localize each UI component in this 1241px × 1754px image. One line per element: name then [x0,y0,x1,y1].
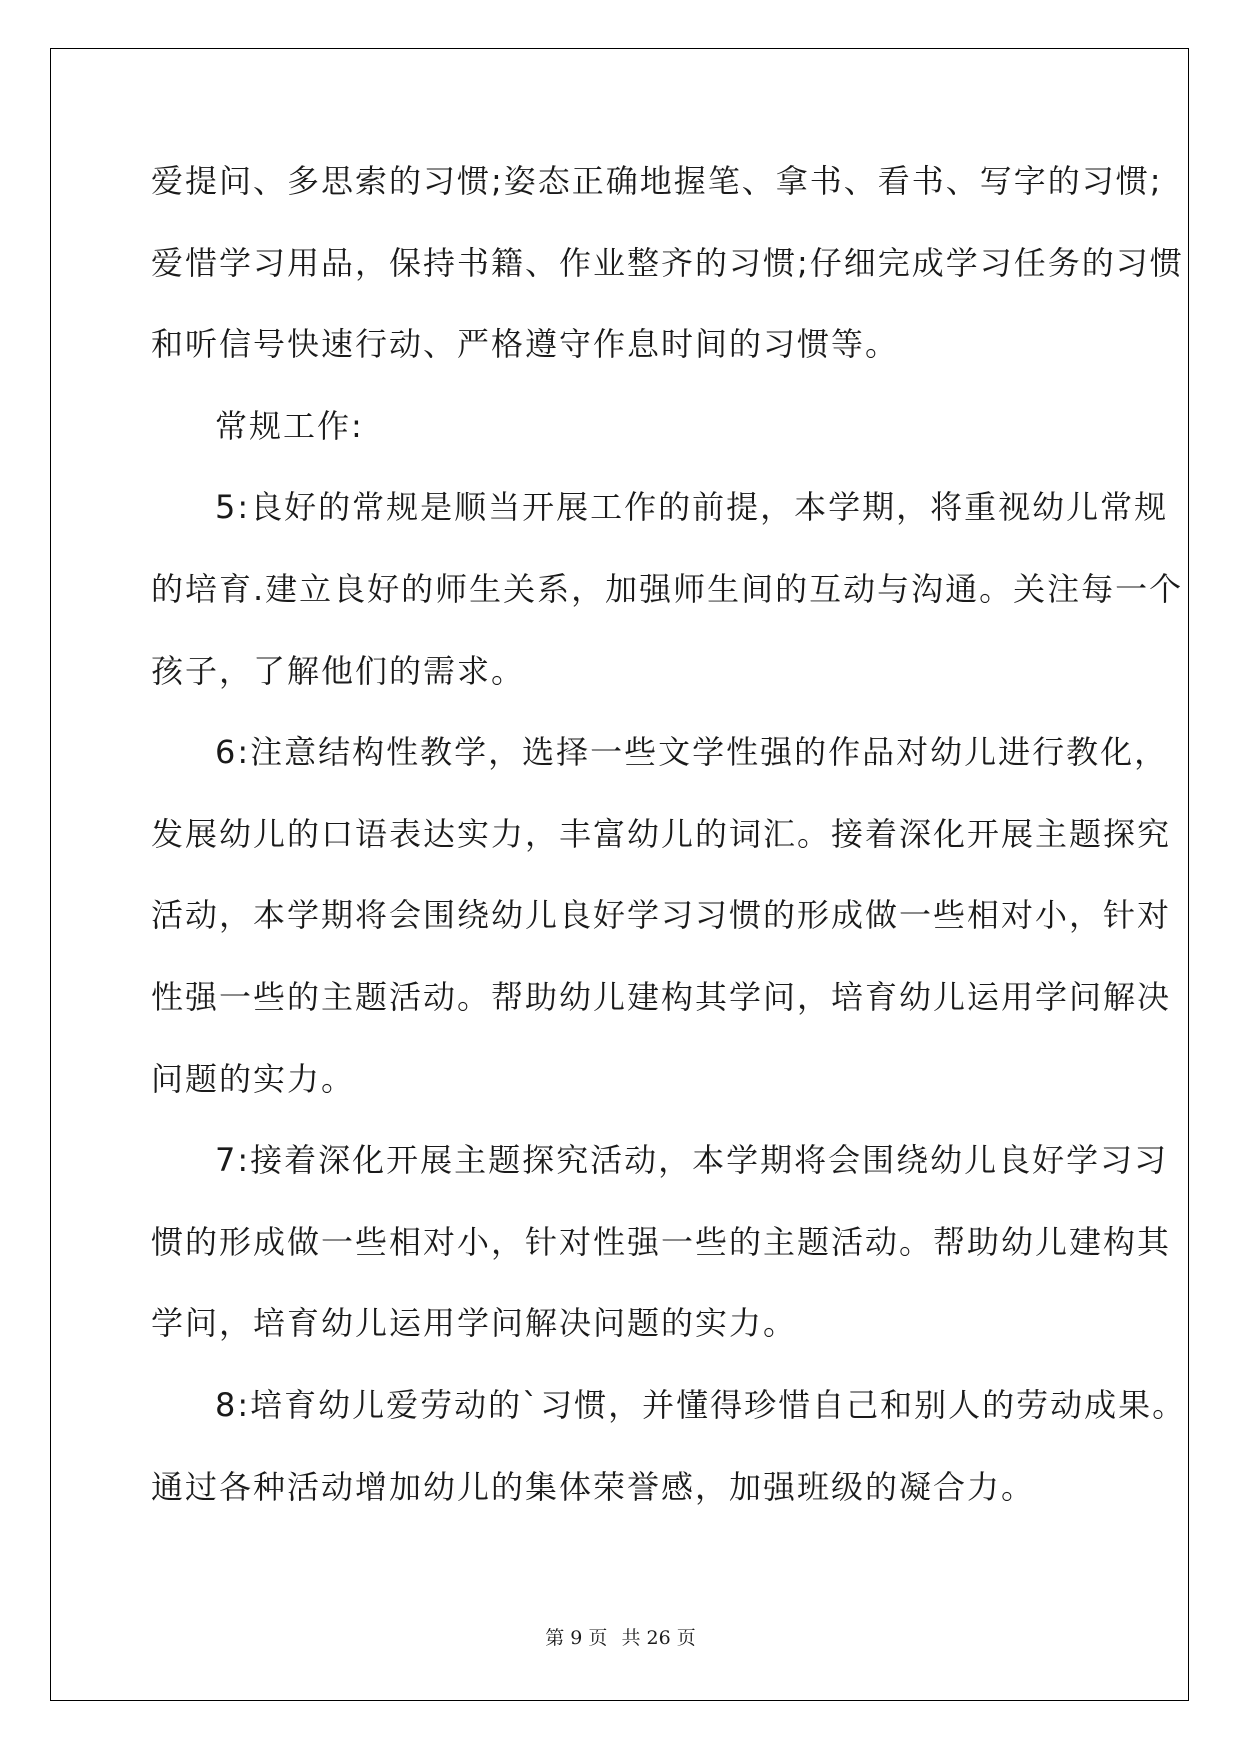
text-line: 8:培育幼儿爱劳动的`习惯，并懂得珍惜自己和别人的劳动成果。 [215,1385,1187,1424]
text-line: 和听信号快速行动、严格遵守作息时间的习惯等。 [151,325,900,364]
text-line: 的培育.建立良好的师生关系，加强师生间的互动与沟通。关注每一个 [151,569,1184,608]
text-line: 孩子，了解他们的需求。 [151,651,526,690]
text-line: 学问，培育幼儿运用学问解决问题的实力。 [151,1304,798,1343]
section-heading: 常规工作: [215,406,364,445]
page-total: 共 26 页 [621,1627,696,1649]
text-line: 爱提问、多思索的习惯;姿态正确地握笔、拿书、看书、写字的习惯; [151,162,1163,200]
page-number: 第 9 页 [545,1627,608,1649]
text-line: 活动，本学期将会围绕幼儿良好学习习惯的形成做一些相对小，针对 [151,896,1172,935]
text-line: 7:接着深化开展主题探究活动，本学期将会围绕幼儿良好学习习 [215,1141,1169,1180]
text-line: 问题的实力。 [151,1059,356,1098]
page-footer [0,1626,1241,1650]
text-line: 通过各种活动增加幼儿的集体荣誉感，加强班级的凝合力。 [151,1467,1036,1506]
text-line: 惯的形成做一些相对小，针对性强一些的主题活动。帮助幼儿建构其 [151,1222,1172,1261]
text-line: 爱惜学习用品，保持书籍、作业整齐的习惯;仔细完成学习任务的习惯 [151,243,1184,282]
text-line: 6:注意结构性教学，选择一些文学性强的作品对幼儿进行教化， [215,733,1169,772]
document-body [151,160,1187,1547]
text-line: 性强一些的主题活动。帮助幼儿建构其学问，培育幼儿运用学问解决 [151,977,1172,1016]
text-line: 5:良好的常规是顺当开展工作的前提，本学期，将重视幼儿常规 [215,488,1169,527]
text-line: 发展幼儿的口语表达实力，丰富幼儿的词汇。接着深化开展主题探究 [151,814,1172,853]
